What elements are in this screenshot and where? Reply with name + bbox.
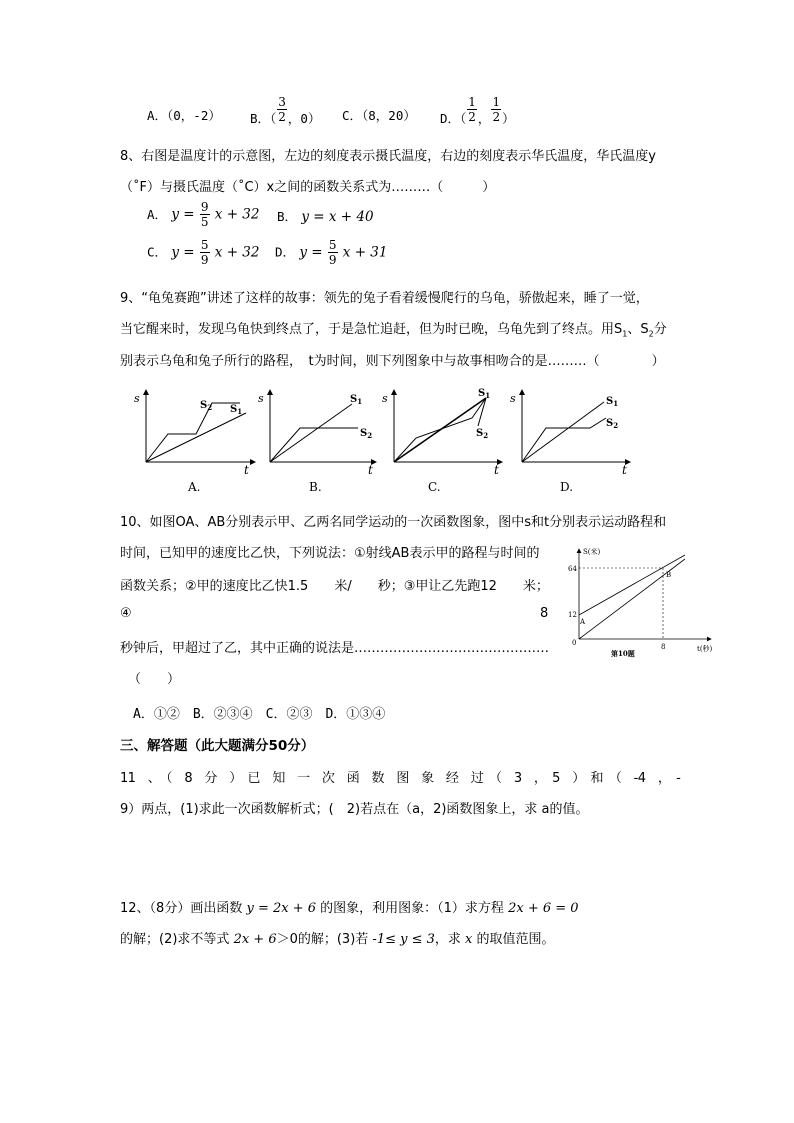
graph-label-d: D. (560, 480, 574, 494)
fig-xlabel: t(秒) (697, 645, 713, 653)
q10-line6: （ ） (128, 672, 181, 687)
svg-text:S1: $S_1$ (478, 388, 491, 400)
svg-text:t: t (622, 463, 627, 477)
q11-line2: 9）两点，(1)求此一次函数解析式；( 2)若点在（a，2)函数图象上，求 a的值。 (120, 802, 589, 817)
graph-label-c: C. (428, 480, 441, 494)
svg-text:S1: $S_1$ (606, 396, 619, 408)
svg-text:S2: $S_2$ (606, 418, 619, 430)
q9-line3: 别表示乌龟和兔子所行的路程， t为时间，则下列图象中与故事相吻合的是………（ ） (120, 354, 665, 369)
q10-options: A．①② B．②③④ C．②③ D．①③④ (133, 707, 386, 722)
q9-graph-c (382, 388, 502, 494)
q8-option-b: B． y = x + 40 (277, 209, 374, 225)
svg-text:S1: $S_1$ (230, 404, 243, 416)
q8-line2: （˚F）与摄氏温度（˚C）x之间的函数关系式为………（ ） (120, 180, 496, 195)
svg-text:S2: $S_2$ (200, 400, 213, 412)
fig-ylabel: S(米) (583, 548, 601, 556)
svg-text:8: 8 (661, 643, 666, 651)
q10-line5: 秒钟后，甲超过了乙，其中正确的说法是……………………………………… (120, 641, 550, 656)
svg-text:t: t (494, 463, 499, 477)
q7-option-c: C．（8，20） (342, 108, 416, 123)
q8-option-d: D． y = $\frac{5}{9}$ x + 31 (275, 238, 388, 267)
svg-text:S2: $S_2$ (476, 428, 489, 440)
svg-text:s: s (258, 392, 264, 405)
graph-label-b: B. (309, 480, 322, 494)
q10-line4b: 8 (540, 606, 549, 621)
q11-line1: 11 、 （ 8 分 ） 已 知 一 次 函 数 图 象 经 过 （ 3 ， 5 ） 和 （ -4 ， - (120, 771, 681, 786)
q10-line1: 10、如图OA、AB分别表示甲、乙两名同学运动的一次函数图象，图中s和t分别表示运动路程和 (120, 515, 667, 530)
svg-text:0: 0 (572, 639, 577, 647)
q9-line1: 9、“龟兔赛跑”讲述了这样的故事：领先的兔子看着缓慢爬行的乌龟，骄傲起来，睡了一觉， (120, 291, 649, 306)
svg-text:B: B (666, 571, 672, 579)
svg-text:s: s (510, 392, 516, 405)
svg-text:12: 12 (568, 611, 577, 619)
graph-label-a: A. (188, 480, 201, 494)
fig-caption: 第10题 (611, 649, 635, 658)
q10-figure (565, 543, 715, 663)
q12-line1: 12、（8分）画出函数 y = 2x + 6 的图象，利用图象：（1）求方程 2x + 6 = 0 (120, 901, 579, 916)
section-3-title: 三、解答题（此大题满分50分） (120, 738, 315, 754)
svg-text:t: t (368, 463, 373, 477)
q8-line1: 8、右图是温度计的示意图，左边的刻度表示摄氏温度，右边的刻度表示华氏温度，华氏温度y (120, 149, 656, 164)
q9-line2: 当它醒来时，发现乌龟快到终点了，于是急忙追赶，但为时已晚，乌龟先到了终点。用$S_1$、$S_2$分 (120, 322, 667, 339)
q9-graph-a (134, 390, 255, 494)
svg-text:A: A (580, 618, 586, 626)
q12-line2: 的解；(2)求不等式 2x + 6＞0的解；(3)若 -1≤ y ≤ 3，求 x 的取值范围。 (120, 932, 555, 947)
q10-line3: 函数关系；②甲的速度比乙快1.5 米/ 秒；③甲让乙先跑12 米； (120, 579, 549, 594)
svg-text:64: 64 (568, 565, 577, 573)
q8-option-c: C． y = $\frac{5}{9}$ x + 32 (147, 238, 260, 267)
q9-graph-d (510, 390, 630, 494)
svg-text:S2: $S_2$ (360, 428, 373, 440)
axis-s-label: s (134, 392, 140, 405)
q8-option-a: A． y = $\frac{9}{5}$ x + 32 (147, 200, 260, 229)
q10-line2: 时间，已知甲的速度比乙快，下列说法：①射线AB表示甲的路程与时间的 (120, 546, 540, 561)
q7-option-d: D．（ $\frac{1}{2}$ ， $\frac{1}{2}$ ） (440, 95, 515, 126)
svg-text:S1: $S_1$ (350, 394, 363, 406)
axis-t-label: t (244, 463, 249, 477)
svg-text:s: s (382, 392, 388, 405)
q10-line4a: ④ (120, 606, 132, 621)
q7-option-a: A．（0，-2） (147, 108, 221, 123)
q9-graph-b (258, 390, 376, 494)
q9-graphs (120, 378, 640, 498)
q7-option-b: B．（ $\frac{3}{2}$ ，0） (250, 95, 321, 126)
